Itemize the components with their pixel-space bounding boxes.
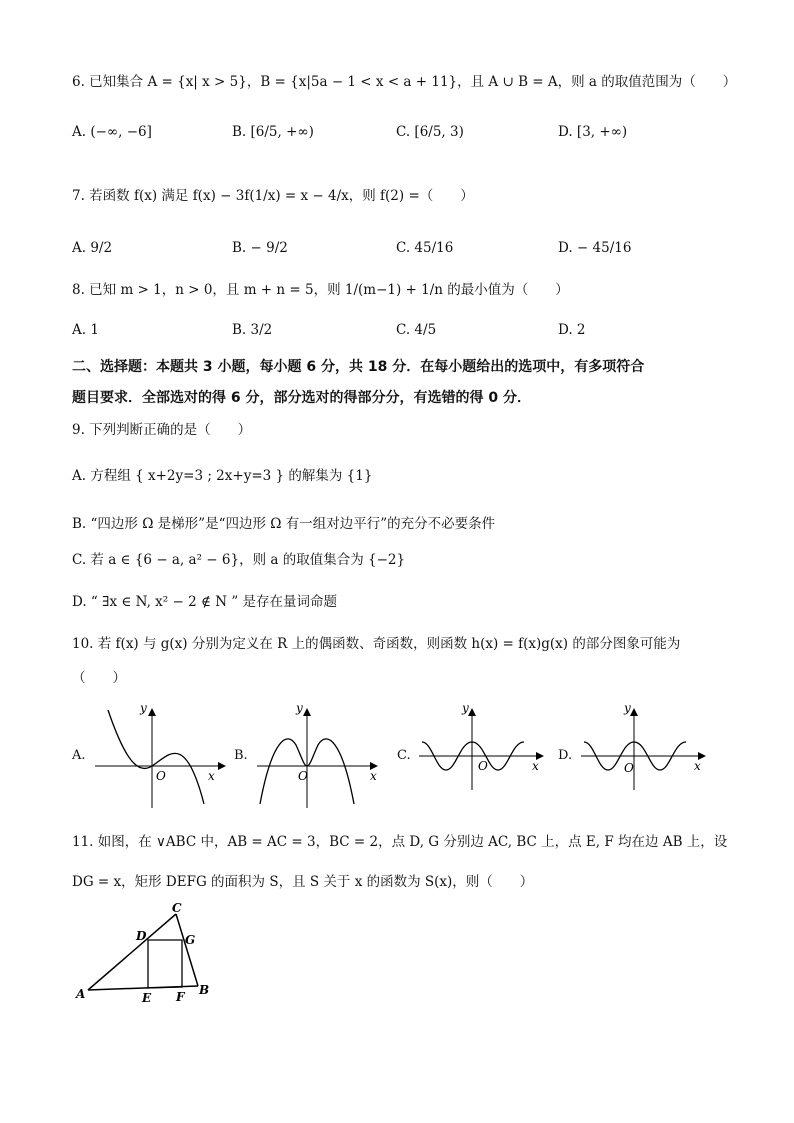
x-label: x (694, 759, 701, 773)
q8-option-c: C. 4/5 (396, 322, 437, 338)
point-d-label: D (136, 929, 147, 943)
q7-option-d: D. − 45/16 (558, 240, 632, 256)
point-c-label: C (172, 901, 182, 915)
x-label: x (208, 769, 215, 783)
point-b-label: B (199, 983, 210, 997)
y-axis-arrow-icon (303, 708, 311, 716)
q9-stem: 9. 下列判断正确的是（ ） (72, 422, 252, 438)
origin-label: O (298, 769, 308, 783)
q9-option-c: C. 若 a ∈ {6 − a, a² − 6}，则 a 的取值集合为 {−2} (72, 552, 406, 568)
rectangle-defg (148, 940, 182, 988)
side-ac (88, 914, 176, 990)
q6-option-d: D. [3, +∞) (558, 124, 628, 140)
q8-option-a: A. 1 (72, 322, 99, 338)
q10-graph-d-label: D. (558, 748, 573, 763)
origin-label: O (624, 761, 634, 775)
q10-graph-c (414, 700, 554, 810)
q10-graph-b (252, 700, 392, 810)
point-f-label: F (176, 990, 185, 1004)
q8-option-b: B. 3/2 (232, 322, 273, 338)
x-label: x (370, 769, 377, 783)
q6-option-b: B. [6/5, +∞) (232, 124, 314, 140)
q8-stem: 8. 已知 m > 1，n > 0，且 m + n = 5，则 1/(m−1) + 1/n 的最小值为（ ） (72, 282, 569, 298)
q6-option-c: C. [6/5, 3) (396, 124, 464, 140)
q10-graph-a-label: A. (72, 748, 86, 763)
q7-option-a: A. 9/2 (72, 240, 113, 256)
q7-option-b: B. − 9/2 (232, 240, 288, 256)
q10-graph-a (90, 700, 230, 810)
q6-option-a: A. (−∞, −6] (72, 124, 152, 140)
q10-graph-b-label: B. (234, 748, 248, 763)
q7-option-c: C. 45/16 (396, 240, 454, 256)
q10-stem: 10. 若 f(x) 与 g(x) 分别为定义在 R 上的偶函数、奇函数，则函数 h(x) = f(x)g(x) 的部分图象可能为 (72, 636, 681, 652)
q6-stem: 6. 已知集合 A = {x| x > 5}，B = {x|5a − 1 < x < a + 11}，且 A ∪ B = A，则 a 的取值范围为（ ） (72, 74, 737, 90)
y-axis-arrow-icon (148, 708, 156, 716)
y-axis-arrow-icon (630, 708, 638, 716)
y-label: y (296, 701, 303, 715)
x-label: x (532, 759, 539, 773)
origin-label: O (156, 769, 166, 783)
x-axis-arrow-icon (218, 762, 226, 770)
section-2-heading-line1: 二、选择题：本题共 3 小题，每小题 6 分，共 18 分．在每小题给出的选项中，有多项符合 (72, 359, 645, 375)
curve (108, 710, 204, 804)
q9-option-d: D. “ ∃x ∈ N, x² − 2 ∉ N ” 是存在量词命题 (72, 594, 338, 610)
y-axis-arrow-icon (468, 708, 476, 716)
y-label: y (624, 701, 631, 715)
y-label: y (140, 701, 147, 715)
point-e-label: E (142, 991, 152, 1005)
q9-option-b: B. “四边形 Ω 是梯形”是“四边形 Ω 有一组对边平行”的充分不必要条件 (72, 516, 496, 532)
point-g-label: G (185, 933, 196, 947)
q10-graph-c-label: C. (397, 748, 411, 763)
q11-stem: 11. 如图，在 ∨ABC 中，AB = AC = 3，BC = 2，点 D, G 分别边 AC, BC 上，点 E, F 均在边 AB 上，设 (72, 834, 728, 850)
origin-label: O (478, 759, 488, 773)
point-a-label: A (76, 987, 86, 1001)
q11-triangle-figure (66, 900, 226, 1010)
q10-stem-paren: （ ） (72, 670, 126, 686)
section-2-heading-line2: 题目要求．全部选对的得 6 分，部分选对的得部分分，有选错的得 0 分． (72, 390, 531, 406)
y-label: y (462, 701, 469, 715)
q8-option-d: D. 2 (558, 322, 586, 338)
q7-stem: 7. 若函数 f(x) 满足 f(x) − 3f(1/x) = x − 4/x，则 f(2) =（ ） (72, 188, 474, 204)
q9-option-a: A. 方程组 { x+2y=3 ; 2x+y=3 } 的解集为 {1} (72, 468, 373, 484)
q11-stem-cont: DG = x，矩形 DEFG 的面积为 S，且 S 关于 x 的函数为 S(x)，则（ ） (72, 874, 534, 890)
side-bc (176, 914, 198, 986)
q10-graph-d (576, 700, 716, 810)
